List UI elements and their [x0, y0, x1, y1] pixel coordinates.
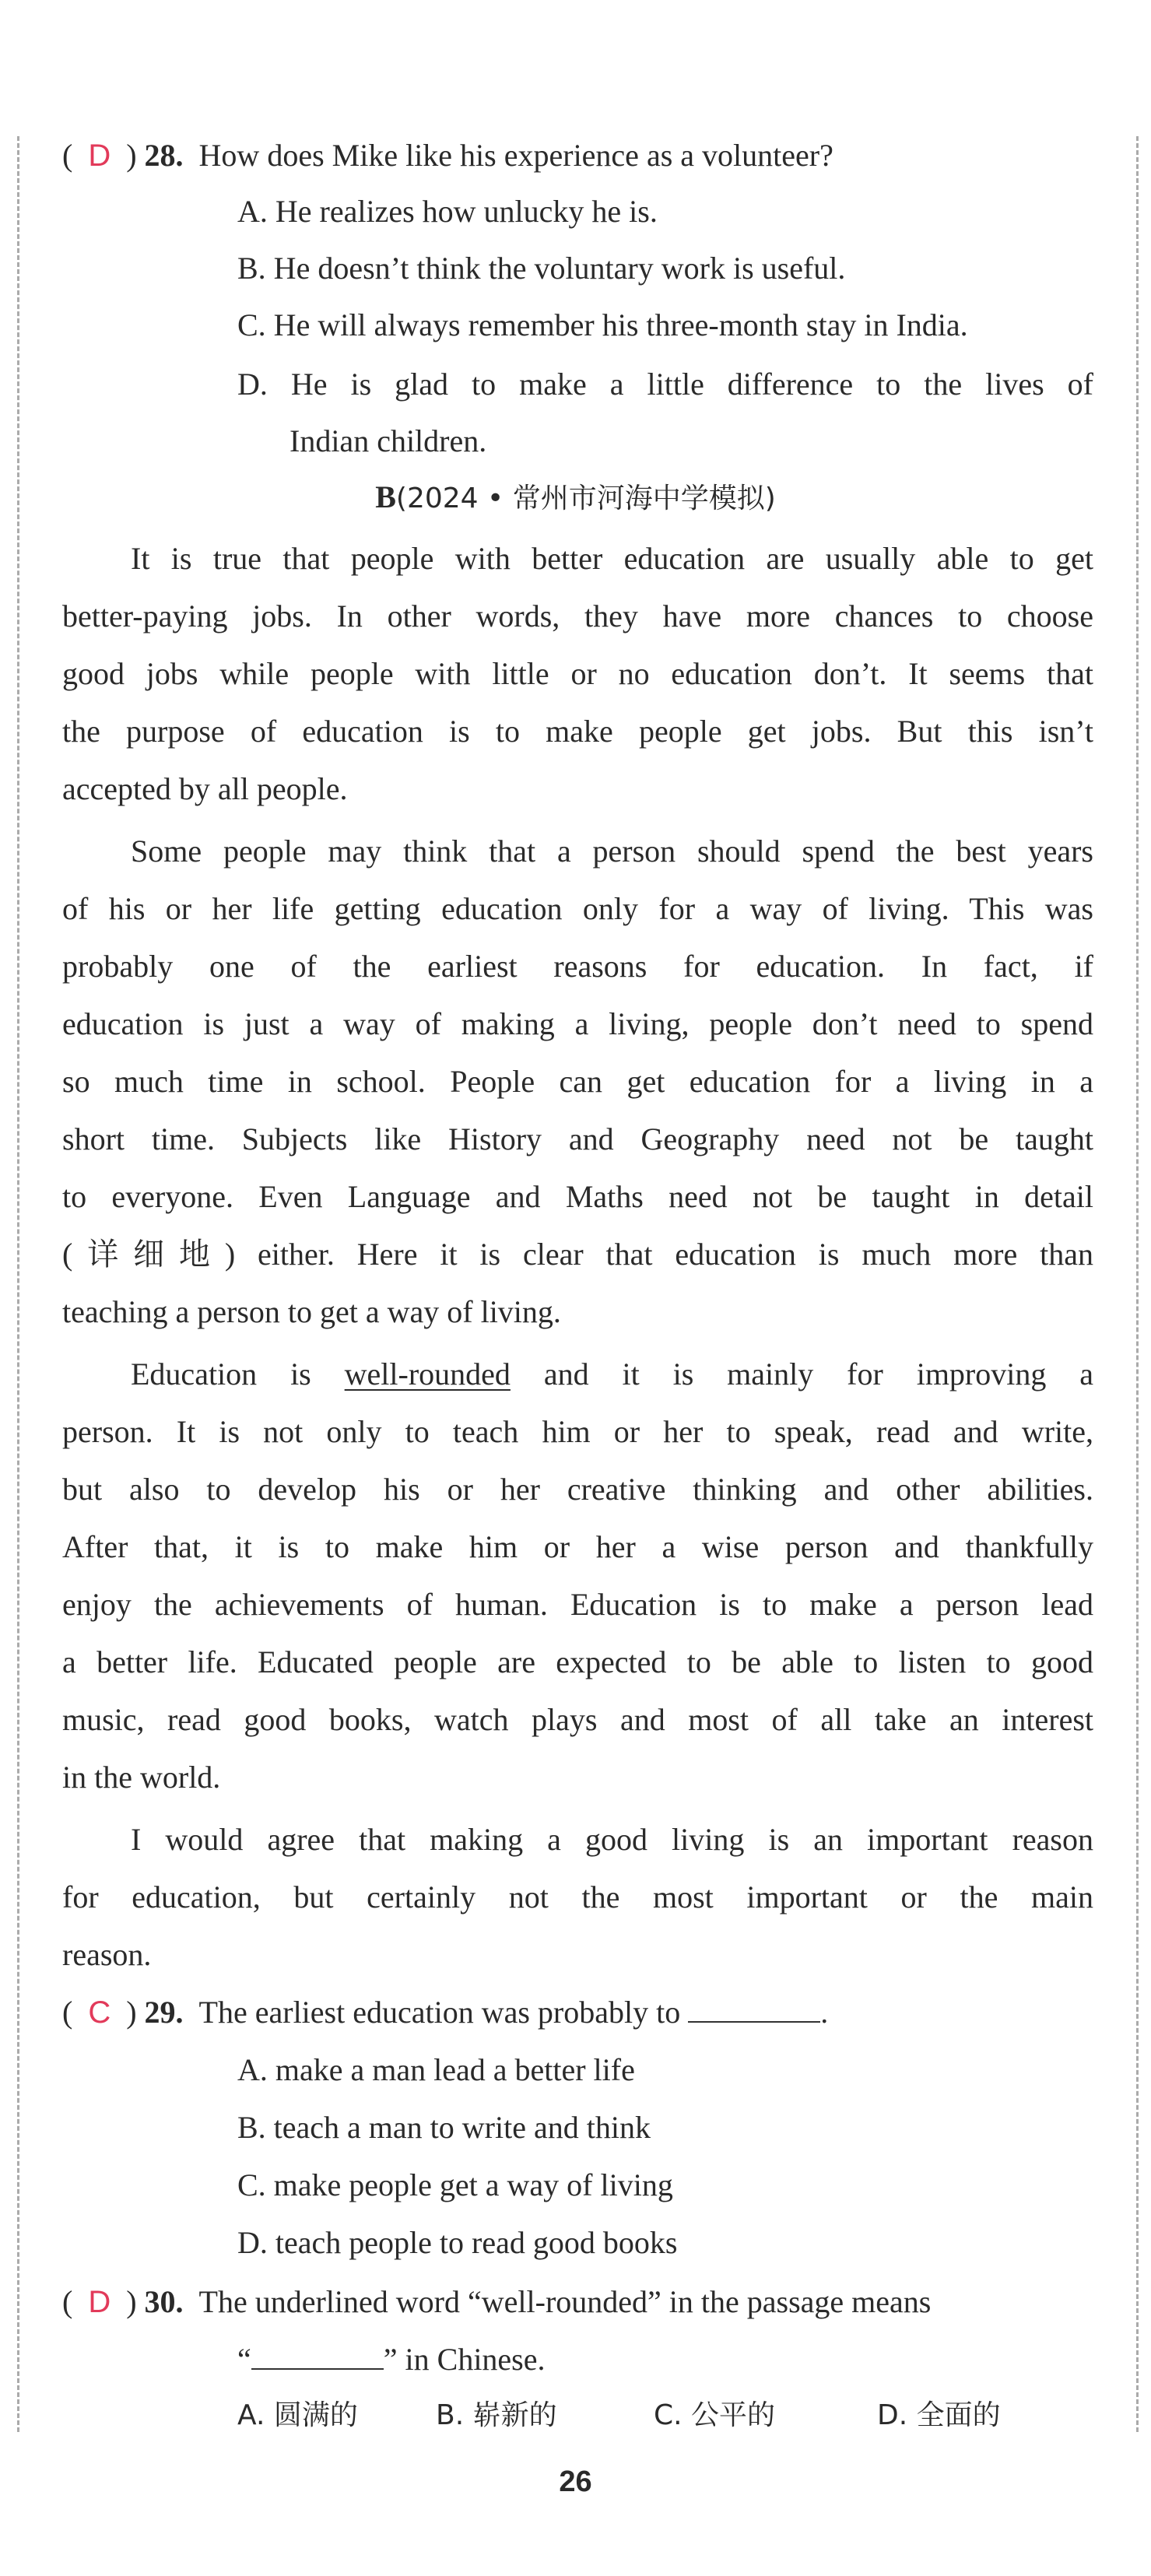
passage-line: so much time in school. People can get education for a living in a	[62, 1064, 1093, 1099]
answer-28: D	[88, 139, 111, 173]
passage-line: teaching a person to get a way of living.	[62, 1294, 561, 1329]
passage-line: I would agree that making a good living is an important reason	[131, 1822, 1093, 1857]
passage-line: a better life. Educated people are expected to be able to listen to good	[62, 1644, 1093, 1679]
answer-29: C	[88, 1995, 111, 2030]
passage-line: good jobs while people with little or no education don’t. It seems that	[62, 656, 1093, 691]
q28-option-d-cont: Indian children.	[290, 423, 487, 458]
q28-option-c: C. He will always remember his three-month stay in India.	[237, 307, 968, 342]
section-heading: B(2024 • 常州市河海中学模拟)	[375, 479, 776, 514]
passage-line: person. It is not only to teach him or her to speak, read and write,	[62, 1414, 1093, 1449]
question-30-stem: ( D ) 30. The underlined word “well-rounded” in the passage means	[62, 2284, 932, 2319]
question-number-28: 28.	[144, 138, 184, 173]
question-number-29: 29.	[144, 1995, 184, 2030]
passage-line: for education, but certainly not the most important or the main	[62, 1879, 1093, 1914]
q29-option-a: A. make a man lead a better life	[237, 2052, 635, 2087]
q30-option-b: B. 崭新的	[436, 2399, 557, 2431]
passage-line: music, read good books, watch plays and most of all take an interest	[62, 1702, 1093, 1737]
q30-option-c: C. 公平的	[654, 2399, 776, 2431]
question-28-stem: ( D ) 28. How does Mike like his experience as a volunteer?	[62, 138, 833, 173]
passage-line: short time. Subjects like History and Geography need not be taught	[62, 1121, 1093, 1156]
q29-option-b: B. teach a man to write and think	[237, 2110, 651, 2145]
passage-line: It is true that people with better education are usually able to get	[131, 541, 1093, 576]
passage-line: to everyone. Even Language and Maths need not be taught in detail	[62, 1179, 1093, 1214]
passage-line: accepted by all people.	[62, 771, 348, 806]
answer-blank	[688, 1995, 820, 2023]
passage-line: (详细地) either. Here it is clear that education is much more than	[62, 1237, 1093, 1272]
passage-line: Some people may think that a person should spend the best years	[131, 834, 1093, 869]
passage-line: in the world.	[62, 1760, 221, 1795]
passage-line: of his or her life getting education only for a way of living. This was	[62, 891, 1093, 926]
q29-option-d: D. teach people to read good books	[237, 2225, 678, 2260]
passage-line: better-paying jobs. In other words, they have more chances to choose	[62, 598, 1093, 633]
passage-line: Education is well-rounded and it is mainly for improving a	[131, 1356, 1094, 1392]
answer-30: D	[88, 2285, 111, 2319]
q28-option-a: A. He realizes how unlucky he is.	[237, 194, 658, 229]
question-29-stem: ( C ) 29. The earliest education was probably to .	[62, 1995, 829, 2030]
q28-option-b: B. He doesn’t think the voluntary work is useful.	[237, 251, 846, 286]
underlined-word: well-rounded	[344, 1356, 511, 1392]
passage-line: but also to develop his or her creative thinking and other abilities.	[62, 1472, 1093, 1507]
passage-line: probably one of the earliest reasons for education. In fact, if	[62, 949, 1093, 984]
passage-line: education is just a way of making a living, people don’t need to spend	[62, 1006, 1093, 1041]
q29-option-c: C. make people get a way of living	[237, 2167, 673, 2202]
q28-option-d: D. He is glad to make a little difference to the lives of	[237, 367, 1093, 402]
passage-line: enjoy the achievements of human. Education is to make a person lead	[62, 1587, 1093, 1622]
passage-line: After that, it is to make him or her a wise person and thankfully	[62, 1529, 1093, 1564]
page-number: 26	[559, 2465, 592, 2498]
passage-line: the purpose of education is to make people get jobs. But this isn’t	[62, 714, 1093, 749]
q30-option-a: A. 圆满的	[237, 2399, 358, 2431]
question-number-30: 30.	[144, 2284, 184, 2319]
passage-line: reason.	[62, 1937, 152, 1972]
q30-stem-line2: “ ” in Chinese.	[237, 2342, 546, 2377]
q30-option-d: D. 全面的	[877, 2399, 1001, 2431]
answer-blank	[251, 2342, 384, 2370]
